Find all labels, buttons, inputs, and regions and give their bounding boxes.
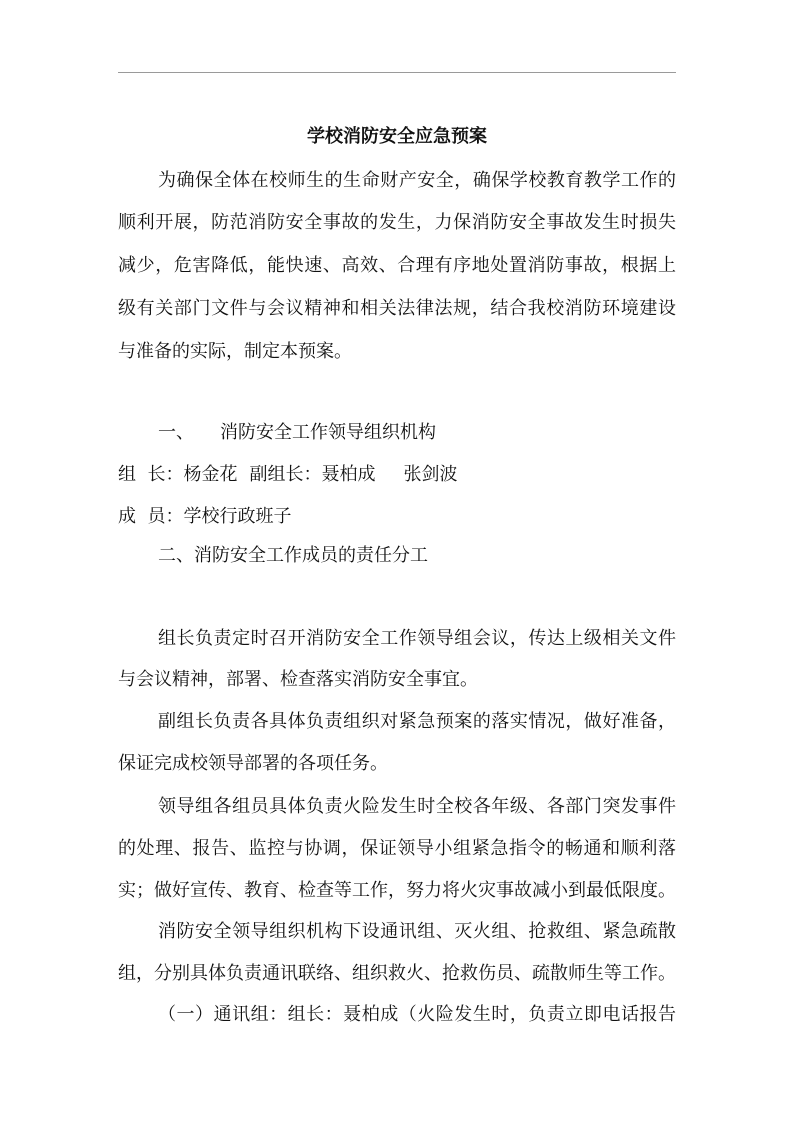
section-1-number: 一、 (158, 422, 194, 443)
duty-p1-line-1: 组长负责定时召开消防安全工作领导组会议，传达上级相关文件 (158, 628, 676, 649)
duty-p3-line-1: 领导组各组员具体负责火险发生时全校各年级、各部门突发事件 (158, 796, 676, 817)
deputy-name-1: 聂柏成 (321, 464, 376, 485)
intro-line-4: 级有关部门文件与会议精神和相关法律法规，结合我校消防环境建设 (118, 298, 676, 319)
duty-p4-line-1: 消防安全领导组织机构下设通讯组、灭火组、抢救组、紧急疏散 (158, 921, 676, 942)
leader-row (118, 463, 457, 487)
deputy-label: 副组长： (249, 464, 322, 485)
duty-p5-line-1: （一）通讯组：组长：聂柏成（火险发生时，负责立即电话报告 (158, 1004, 676, 1025)
intro-line-3: 减少，危害降低，能快速、高效、合理有序地处置消防事故，根据上 (118, 255, 676, 276)
header-rule (118, 72, 676, 73)
intro-line-1: 为确保全体在校师生的生命财产安全，确保学校教育教学工作的 (158, 170, 676, 191)
leader-label: 组 长： (118, 464, 184, 485)
intro-line-5: 与准备的实际，制定本预案。 (118, 341, 352, 362)
deputy-name-2: 张剑波 (403, 464, 458, 485)
section-2-heading: 二、消防安全工作成员的责任分工 (158, 545, 428, 566)
duty-p2-line-2: 保证完成校领导部署的各项任务。 (118, 753, 388, 774)
duty-p3-line-2: 的处理、报告、监控与协调，保证领导小组紧急指令的畅通和顺利落 (118, 838, 676, 859)
intro-line-2: 顺利开展，防范消防安全事故的发生，力保消防安全事故发生时损失 (118, 212, 676, 233)
members-label: 成 员： (118, 506, 184, 527)
section-1-title: 消防安全工作领导组织机构 (220, 422, 436, 443)
duty-p2-line-1: 副组长负责各具体负责组织对紧急预案的落实情况，做好准备， (158, 711, 676, 732)
leader-name: 杨金花 (183, 464, 238, 485)
duty-p4-line-2: 组，分别具体负责通讯联络、组织救火、抢救伤员、疏散师生等工作。 (118, 963, 676, 984)
duty-p1-line-2: 与会议精神，部署、检查落实消防安全事宜。 (118, 669, 478, 690)
document-title: 学校消防安全应急预案 (307, 126, 487, 147)
members-value: 学校行政班子 (183, 506, 292, 527)
duty-p3-line-3: 实；做好宣传、教育、检查等工作，努力将火灾事故减小到最低限度。 (118, 880, 676, 901)
section-1-heading (158, 421, 436, 445)
members-row (118, 505, 291, 529)
